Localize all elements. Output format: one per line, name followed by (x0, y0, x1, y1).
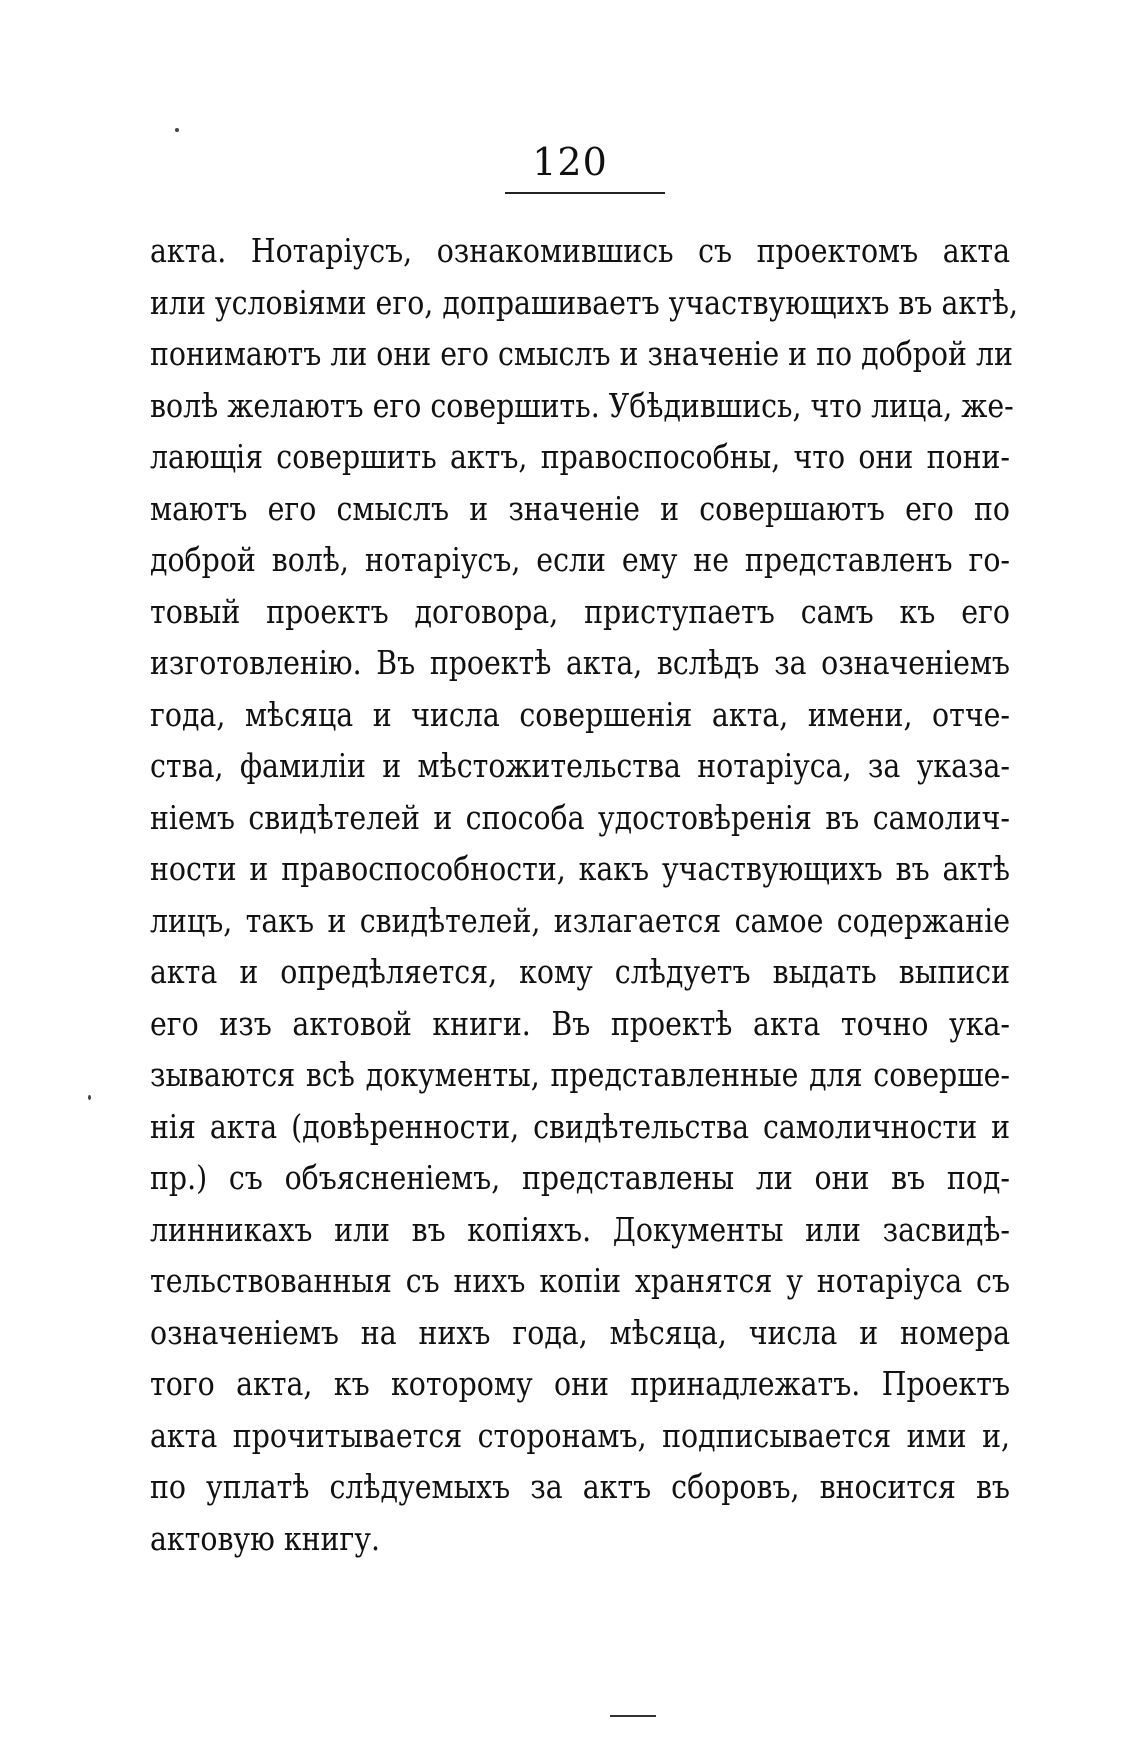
text-line: ства, фамиліи и мѣстожительства нотаріуса, за указа- (150, 746, 1010, 785)
text-line: акта прочитывается сторонамъ, подписывается ими и, (150, 1415, 1010, 1455)
header-rule (505, 192, 665, 194)
text-line: акта. Нотаріусъ, ознакомившись съ проектомъ акта (150, 231, 1010, 270)
text-line: зываются всѣ документы, представленные для соверше- (150, 1055, 1010, 1094)
text-line: означеніемъ на нихъ года, мѣсяца, числа и номера (150, 1312, 1010, 1352)
footer-rule (610, 1715, 656, 1717)
text-line: ніемъ свидѣтелей и способа удостовѣренія въ самолич- (150, 797, 1010, 837)
text-line: актовую книгу. (150, 1518, 381, 1558)
text-line: по уплатѣ слѣдуемыхъ за актъ сборовъ, вносится въ (150, 1467, 1010, 1506)
text-line: тельствованныя съ нихъ копіи хранятся у нотаріуса съ (150, 1261, 1010, 1300)
text-line: маютъ его смыслъ и значеніе и совершаютъ его по (150, 488, 1010, 528)
margin-speck (88, 1095, 91, 1100)
text-line: того акта, къ которому они принадлежатъ. Проектъ (150, 1364, 1010, 1403)
margin-speck (175, 128, 179, 132)
text-line: его изъ актовой книги. Въ проектѣ акта точно ука- (150, 1003, 1010, 1043)
text-line: волѣ желаютъ его совершить. Убѣдившись, что лица, же- (150, 385, 1014, 425)
text-line: пр.) съ объясненіемъ, представлены ли они въ под- (150, 1158, 1010, 1197)
text-line: или условіями его, допрашиваетъ участвующихъ въ актѣ, (150, 282, 1018, 322)
text-line: изготовленію. Въ проектѣ акта, вслѣдъ за означеніемъ (150, 643, 1010, 682)
page-number: 120 (532, 140, 608, 184)
text-line: нія акта (довѣренности, свидѣтельства самоличности и (150, 1106, 1010, 1146)
text-line: акта и опредѣляется, кому слѣдуетъ выдать выписи (150, 952, 1010, 991)
text-line: лицъ, такъ и свидѣтелей, излагается самое содержаніе (150, 900, 1010, 940)
text-line: доброй волѣ, нотаріусъ, если ему не представленъ го- (150, 540, 1010, 579)
text-line: понимаютъ ли они его смыслъ и значеніе и по доброй ли (150, 334, 1013, 373)
text-line: лающія совершить актъ, правоспособны, что они пони- (150, 437, 1010, 476)
text-line: года, мѣсяца и числа совершенія акта, имени, отче- (150, 694, 1010, 734)
text-line: товый проектъ договора, приступаетъ самъ къ его (150, 591, 1010, 631)
body-text (150, 225, 1018, 1564)
text-line: линникахъ или въ копіяхъ. Документы или засвидѣ- (150, 1209, 1010, 1249)
text-line: ности и правоспособности, какъ участвующихъ въ актѣ (150, 849, 1010, 888)
